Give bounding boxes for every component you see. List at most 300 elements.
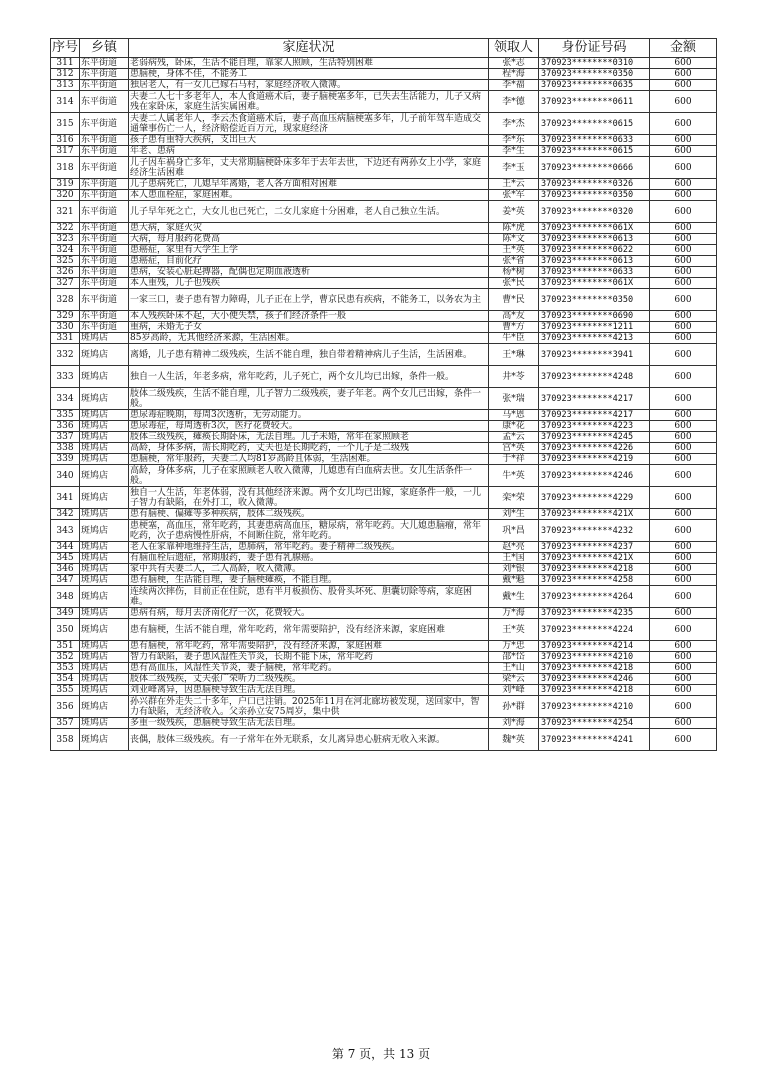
table-row: [51, 80, 717, 91]
row-situation: 年老、患病: [129, 146, 489, 157]
row-recipient: 王*琳: [489, 344, 539, 366]
row-situation: 孙兴群在外走失二十多年，户口已注销。2025年11月在河北廊坊被发现，送回家中，智力有缺陷，无经济收入。父亲孙立安75周岁，集中供: [129, 696, 489, 718]
row-situation: 老弱病残，卧床，生活不能自理，靠家人照顾，生活特别困难: [129, 58, 489, 69]
row-amount: 600: [650, 432, 717, 443]
row-no: 313: [51, 80, 80, 91]
table-row: [51, 311, 717, 322]
row-situation: 患癌症，家里有大学生上学: [129, 245, 489, 256]
row-recipient: 张*志: [489, 58, 539, 69]
row-id-number: 370923********4219: [539, 454, 650, 465]
row-recipient: 李*杰: [489, 113, 539, 135]
row-town: 斑鸠店: [80, 674, 129, 685]
table-row: [51, 685, 717, 696]
row-amount: 600: [650, 344, 717, 366]
table-row: [51, 91, 717, 113]
row-situation: 独自一人生活，年老多病，常年吃药，儿子死亡，两个女儿均已出嫁，条件一般。: [129, 366, 489, 388]
row-town: 斑鸠店: [80, 641, 129, 652]
row-no: 330: [51, 322, 80, 333]
row-id-number: 370923********0350: [539, 190, 650, 201]
row-id-number: 370923********4218: [539, 663, 650, 674]
row-situation: 高龄，身体多病，儿子在家照顾老人收入微薄，儿媳患有白血病去世。女儿生活条件一般。: [129, 465, 489, 487]
table-row: [51, 135, 717, 146]
table-row: [51, 454, 717, 465]
row-town: 斑鸠店: [80, 608, 129, 619]
row-amount: 600: [650, 509, 717, 520]
table-row: [51, 608, 717, 619]
row-amount: 600: [650, 146, 717, 157]
row-amount: 600: [650, 333, 717, 344]
row-no: 321: [51, 201, 80, 223]
row-situation: 患有脑梗、偏瘫等多种疾病，肢体二级残疾。: [129, 509, 489, 520]
row-id-number: 370923********0326: [539, 179, 650, 190]
row-situation: 肢体三级残疾，瘫痪长期卧床，无法自理。儿子未婚，常年在家照顾老: [129, 432, 489, 443]
row-no: 318: [51, 157, 80, 179]
row-amount: 600: [650, 553, 717, 564]
row-id-number: 370923********4235: [539, 608, 650, 619]
row-situation: 离婚，儿子患有精神二级残疾，生活不能自理，独自带着精神病儿子生活，生活困难。: [129, 344, 489, 366]
row-amount: 600: [650, 641, 717, 652]
row-situation: 重病，未婚无子女: [129, 322, 489, 333]
row-situation: 患脑梗，身体不佳，不能务工: [129, 69, 489, 80]
row-town: 斑鸠店: [80, 542, 129, 553]
row-amount: 600: [650, 366, 717, 388]
row-id-number: 370923********4237: [539, 542, 650, 553]
row-amount: 600: [650, 256, 717, 267]
row-amount: 600: [650, 729, 717, 751]
row-no: 315: [51, 113, 80, 135]
row-situation: 儿子早年死之亡，大女儿也已死亡，二女儿家庭十分困难，老人自己独立生活。: [129, 201, 489, 223]
row-no: 341: [51, 487, 80, 509]
row-no: 357: [51, 718, 80, 729]
row-town: 斑鸠店: [80, 718, 129, 729]
row-recipient: 张*瑞: [489, 388, 539, 410]
row-no: 325: [51, 256, 80, 267]
row-amount: 600: [650, 542, 717, 553]
table-row: [51, 322, 717, 333]
row-town: 斑鸠店: [80, 487, 129, 509]
row-situation: 患梗塞，高血压，常年吃药，其妻患病高血压，糖尿病，常年吃药。大儿媳患脑瘤，常年吃药，次子患病慢性肝病，不间断住院，常年吃药。: [129, 520, 489, 542]
table-row: [51, 113, 717, 135]
row-no: 324: [51, 245, 80, 256]
row-no: 339: [51, 454, 80, 465]
row-id-number: 370923********4229: [539, 487, 650, 509]
row-situation: 夫妻二人属老年人，李云杰食道癌术后，妻子高血压病脑梗塞多年，儿子前年驾车造成交通肇事伤亡一人，经济赔偿近百万元，现家庭经济: [129, 113, 489, 135]
row-recipient: 曹*方: [489, 322, 539, 333]
header-id: 身份证号码: [539, 39, 650, 58]
row-recipient: 栾*荣: [489, 487, 539, 509]
row-amount: 600: [650, 113, 717, 135]
row-recipient: 王*英: [489, 619, 539, 641]
row-id-number: 370923********0615: [539, 113, 650, 135]
row-town: 斑鸠店: [80, 509, 129, 520]
row-no: 338: [51, 443, 80, 454]
row-recipient: 马*恩: [489, 410, 539, 421]
row-recipient: 张*民: [489, 278, 539, 289]
row-no: 348: [51, 586, 80, 608]
row-amount: 600: [650, 91, 717, 113]
row-recipient: 戴*魁: [489, 575, 539, 586]
row-id-number: 370923********0320: [539, 201, 650, 223]
row-id-number: 370923********0690: [539, 311, 650, 322]
row-situation: 刘业峰离异，因患脑梗导致生活无法自理。: [129, 685, 489, 696]
row-no: 311: [51, 58, 80, 69]
row-amount: 600: [650, 454, 717, 465]
header-no: 序号: [51, 39, 80, 58]
row-town: 斑鸠店: [80, 685, 129, 696]
row-amount: 600: [650, 58, 717, 69]
row-town: 东平街道: [80, 256, 129, 267]
row-town: 东平街道: [80, 58, 129, 69]
row-id-number: 370923********4246: [539, 465, 650, 487]
row-recipient: 李*德: [489, 91, 539, 113]
table-row: [51, 674, 717, 685]
row-situation: 多重一级残疾，患脑梗导致生活无法自理。: [129, 718, 489, 729]
row-id-number: 370923********4245: [539, 432, 650, 443]
row-id-number: 370923********0666: [539, 157, 650, 179]
table-row: [51, 201, 717, 223]
row-no: 329: [51, 311, 80, 322]
table-row: [51, 344, 717, 366]
row-situation: 患病有病，每月去济南化疗一次，花费较大。: [129, 608, 489, 619]
table-row: [51, 487, 717, 509]
table-row: [51, 146, 717, 157]
row-town: 斑鸠店: [80, 652, 129, 663]
row-amount: 600: [650, 619, 717, 641]
row-id-number: 370923********0622: [539, 245, 650, 256]
row-town: 东平街道: [80, 223, 129, 234]
header-recipient: 领取人: [489, 39, 539, 58]
row-amount: 600: [650, 223, 717, 234]
table-row: [51, 388, 717, 410]
row-recipient: 牛*臣: [489, 333, 539, 344]
row-amount: 600: [650, 674, 717, 685]
table-row: [51, 223, 717, 234]
row-amount: 600: [650, 696, 717, 718]
table-row: [51, 696, 717, 718]
row-id-number: 370923********1211: [539, 322, 650, 333]
row-town: 斑鸠店: [80, 619, 129, 641]
header-amount: 金额: [650, 39, 717, 58]
row-amount: 600: [650, 608, 717, 619]
row-no: 344: [51, 542, 80, 553]
row-no: 317: [51, 146, 80, 157]
row-town: 东平街道: [80, 267, 129, 278]
row-amount: 600: [650, 278, 717, 289]
row-town: 东平街道: [80, 311, 129, 322]
table-header-row: [51, 39, 717, 58]
row-amount: 600: [650, 80, 717, 91]
table-row: [51, 575, 717, 586]
table-row: [51, 553, 717, 564]
row-recipient: 陈*文: [489, 234, 539, 245]
table-row: [51, 278, 717, 289]
table-body: [51, 58, 717, 751]
row-situation: 患有脑梗，生活能自理，妻子脑梗瘫痪，不能自理。: [129, 575, 489, 586]
row-town: 斑鸠店: [80, 366, 129, 388]
row-no: 356: [51, 696, 80, 718]
row-town: 东平街道: [80, 245, 129, 256]
row-no: 340: [51, 465, 80, 487]
row-town: 斑鸠店: [80, 465, 129, 487]
row-town: 斑鸠店: [80, 520, 129, 542]
row-no: 314: [51, 91, 80, 113]
row-recipient: 刘*峰: [489, 685, 539, 696]
row-no: 358: [51, 729, 80, 751]
row-recipient: 万*忠: [489, 641, 539, 652]
row-id-number: 370923********4254: [539, 718, 650, 729]
row-situation: 老人在家靠种地维持生活，患肺病，常年吃药。妻子精神二级残疾。: [129, 542, 489, 553]
row-amount: 600: [650, 179, 717, 190]
row-recipient: 陈*虎: [489, 223, 539, 234]
row-town: 东平街道: [80, 157, 129, 179]
row-amount: 600: [650, 311, 717, 322]
row-recipient: 杨*树: [489, 267, 539, 278]
row-situation: 患病，安装心脏起搏器，配偶也定期血液透析: [129, 267, 489, 278]
row-id-number: 370923********0613: [539, 256, 650, 267]
row-id-number: 370923********4248: [539, 366, 650, 388]
row-no: 337: [51, 432, 80, 443]
row-id-number: 370923********0613: [539, 234, 650, 245]
table-row: [51, 58, 717, 69]
row-amount: 600: [650, 245, 717, 256]
row-amount: 600: [650, 718, 717, 729]
row-recipient: 李*玉: [489, 157, 539, 179]
row-id-number: 370923********4241: [539, 729, 650, 751]
row-id-number: 370923********4214: [539, 641, 650, 652]
row-town: 斑鸠店: [80, 388, 129, 410]
row-situation: 孩子患有重特大疾病，支出巨大: [129, 135, 489, 146]
row-amount: 600: [650, 586, 717, 608]
row-situation: 本人患血栓症，家庭困难。: [129, 190, 489, 201]
row-no: 355: [51, 685, 80, 696]
row-id-number: 370923********0635: [539, 80, 650, 91]
row-id-number: 370923********4217: [539, 388, 650, 410]
row-situation: 患大病，家庭火灾: [129, 223, 489, 234]
row-situation: 肢体二级残疾，生活不能自理，儿子智力二级残疾，妻子年老。两个女儿已出嫁，条件一般。: [129, 388, 489, 410]
row-town: 东平街道: [80, 135, 129, 146]
row-town: 斑鸠店: [80, 663, 129, 674]
row-no: 354: [51, 674, 80, 685]
row-recipient: 王*云: [489, 179, 539, 190]
table-row: [51, 267, 717, 278]
row-town: 斑鸠店: [80, 421, 129, 432]
row-recipient: 戴*生: [489, 586, 539, 608]
row-amount: 600: [650, 201, 717, 223]
row-recipient: 邵*岱: [489, 652, 539, 663]
row-recipient: 张*军: [489, 190, 539, 201]
row-no: 343: [51, 520, 80, 542]
row-no: 353: [51, 663, 80, 674]
row-id-number: 370923********4218: [539, 564, 650, 575]
row-no: 345: [51, 553, 80, 564]
row-recipient: 刘*银: [489, 564, 539, 575]
row-situation: 肢体二级残疾，丈夫张广荣听力二级残疾。: [129, 674, 489, 685]
table-row: [51, 718, 717, 729]
row-id-number: 370923********4213: [539, 333, 650, 344]
row-recipient: 王*英: [489, 245, 539, 256]
row-situation: 连续两次摔伤，目前正在住院，患有半月板损伤、股骨头坏死、胆囊切除等病，家庭困难。: [129, 586, 489, 608]
row-situation: 本人残疾卧床不起，大小便失禁，孩子们经济条件一般: [129, 311, 489, 322]
row-recipient: 牛*英: [489, 465, 539, 487]
row-amount: 600: [650, 267, 717, 278]
row-recipient: 井*苓: [489, 366, 539, 388]
row-recipient: 张*省: [489, 256, 539, 267]
row-situation: 有脑血栓后遗症，常期服药，妻子患有乳腺癌。: [129, 553, 489, 564]
row-amount: 600: [650, 564, 717, 575]
row-recipient: 梁*云: [489, 674, 539, 685]
row-town: 东平街道: [80, 69, 129, 80]
header-situation: 家庭状况: [129, 39, 489, 58]
row-id-number: 370923********4218: [539, 685, 650, 696]
row-amount: 600: [650, 322, 717, 333]
row-no: 326: [51, 267, 80, 278]
row-situation: 独自一人生活，年老体弱，没有其他经济来源。两个女儿均已出嫁，家庭条件一般，一儿子智力有缺陷，在外打工，收入微薄。: [129, 487, 489, 509]
row-id-number: 370923********4226: [539, 443, 650, 454]
row-id-number: 370923********4210: [539, 652, 650, 663]
row-situation: 患脑梗，常年服药，夫妻二人均81岁高龄且体弱，生活困难。: [129, 454, 489, 465]
row-id-number: 370923********4246: [539, 674, 650, 685]
row-no: 347: [51, 575, 80, 586]
row-recipient: 宫*英: [489, 443, 539, 454]
row-town: 东平街道: [80, 179, 129, 190]
row-recipient: 孙*群: [489, 696, 539, 718]
row-id-number: 370923********4224: [539, 619, 650, 641]
table-row: [51, 663, 717, 674]
row-situation: 丧偶，肢体三级残疾。有一子常年在外无联系，女儿离异患心脏病无收入来源。: [129, 729, 489, 751]
row-recipient: 万*海: [489, 608, 539, 619]
row-situation: 大病，每月服药花费高: [129, 234, 489, 245]
row-situation: 85岁高龄，无其他经济来源，生活困难。: [129, 333, 489, 344]
table-row: [51, 256, 717, 267]
row-town: 斑鸠店: [80, 443, 129, 454]
table-row: [51, 69, 717, 80]
row-recipient: 王*山: [489, 663, 539, 674]
row-no: 342: [51, 509, 80, 520]
row-recipient: 程*海: [489, 69, 539, 80]
row-recipient: 于*祥: [489, 454, 539, 465]
row-id-number: 370923********0611: [539, 91, 650, 113]
row-recipient: 赵*亮: [489, 542, 539, 553]
row-town: 东平街道: [80, 201, 129, 223]
table-row: [51, 421, 717, 432]
row-situation: 一家三口，妻子患有智力障碍，儿子正在上学，曹京民患有疾病，不能务工，以务农为主: [129, 289, 489, 311]
row-id-number: 370923********4223: [539, 421, 650, 432]
row-amount: 600: [650, 663, 717, 674]
row-no: 328: [51, 289, 80, 311]
table-row: [51, 410, 717, 421]
row-id-number: 370923********0633: [539, 135, 650, 146]
row-amount: 600: [650, 157, 717, 179]
table-row: [51, 586, 717, 608]
row-amount: 600: [650, 685, 717, 696]
row-situation: 患有脑梗，常年吃药，常年需要陪护，没有经济来源，家庭困难: [129, 641, 489, 652]
row-id-number: 370923********421X: [539, 553, 650, 564]
row-no: 336: [51, 421, 80, 432]
row-amount: 600: [650, 465, 717, 487]
row-amount: 600: [650, 520, 717, 542]
row-town: 斑鸠店: [80, 553, 129, 564]
row-situation: 独居老人，有一女儿已嫁石马村，家庭经济收入微薄。: [129, 80, 489, 91]
row-no: 316: [51, 135, 80, 146]
row-id-number: 370923********0350: [539, 69, 650, 80]
row-situation: 患癌症，目前化疗: [129, 256, 489, 267]
row-town: 斑鸠店: [80, 454, 129, 465]
row-town: 斑鸠店: [80, 586, 129, 608]
table-row: [51, 289, 717, 311]
row-id-number: 370923********0633: [539, 267, 650, 278]
row-recipient: 高*友: [489, 311, 539, 322]
row-no: 346: [51, 564, 80, 575]
row-id-number: 370923********3941: [539, 344, 650, 366]
row-no: 320: [51, 190, 80, 201]
row-amount: 600: [650, 421, 717, 432]
row-town: 斑鸠店: [80, 344, 129, 366]
row-id-number: 370923********4232: [539, 520, 650, 542]
row-town: 东平街道: [80, 91, 129, 113]
row-situation: 患有高血压，风湿性关节炎，妻子脑梗，常年吃药。: [129, 663, 489, 674]
row-id-number: 370923********421X: [539, 509, 650, 520]
row-amount: 600: [650, 443, 717, 454]
row-recipient: 孟*云: [489, 432, 539, 443]
table-row: [51, 641, 717, 652]
row-town: 东平街道: [80, 289, 129, 311]
row-recipient: 巩*昌: [489, 520, 539, 542]
table-row: [51, 729, 717, 751]
table-row: [51, 652, 717, 663]
table-row: [51, 366, 717, 388]
row-town: 东平街道: [80, 322, 129, 333]
row-situation: 患有脑梗，生活不能自理，常年吃药，常年需要陪护，没有经济来源，家庭困难: [129, 619, 489, 641]
row-recipient: 姜*英: [489, 201, 539, 223]
row-recipient: 刘*生: [489, 509, 539, 520]
row-situation: 本人重残，儿子也残疾: [129, 278, 489, 289]
row-amount: 600: [650, 487, 717, 509]
row-town: 斑鸠店: [80, 410, 129, 421]
row-recipient: 李*生: [489, 146, 539, 157]
row-no: 349: [51, 608, 80, 619]
row-town: 东平街道: [80, 146, 129, 157]
row-recipient: 李*东: [489, 135, 539, 146]
row-no: 322: [51, 223, 80, 234]
row-town: 东平街道: [80, 80, 129, 91]
row-id-number: 370923********0310: [539, 58, 650, 69]
row-id-number: 370923********0615: [539, 146, 650, 157]
row-id-number: 370923********4210: [539, 696, 650, 718]
table-row: [51, 190, 717, 201]
row-amount: 600: [650, 410, 717, 421]
table-row: [51, 179, 717, 190]
row-no: 351: [51, 641, 80, 652]
row-recipient: 刘*海: [489, 718, 539, 729]
row-amount: 600: [650, 388, 717, 410]
row-no: 323: [51, 234, 80, 245]
row-recipient: 王*国: [489, 553, 539, 564]
row-recipient: 曹*民: [489, 289, 539, 311]
table-row: [51, 542, 717, 553]
row-situation: 儿子因车祸身亡多年，丈夫常期脑梗卧床多年于去年去世，下边还有两孙女上小学，家庭经济生活困难: [129, 157, 489, 179]
table-row: [51, 234, 717, 245]
row-situation: 家中共有夫妻二人，二人高龄，收入微薄。: [129, 564, 489, 575]
row-situation: 智力有缺陷，妻子患风湿性关节炎，长期不能下床，常年吃药: [129, 652, 489, 663]
row-town: 东平街道: [80, 113, 129, 135]
row-id-number: 370923********061X: [539, 278, 650, 289]
table-row: [51, 465, 717, 487]
row-id-number: 370923********0350: [539, 289, 650, 311]
row-no: 350: [51, 619, 80, 641]
row-town: 东平街道: [80, 190, 129, 201]
header-town: 乡镇: [80, 39, 129, 58]
row-id-number: 370923********061X: [539, 223, 650, 234]
